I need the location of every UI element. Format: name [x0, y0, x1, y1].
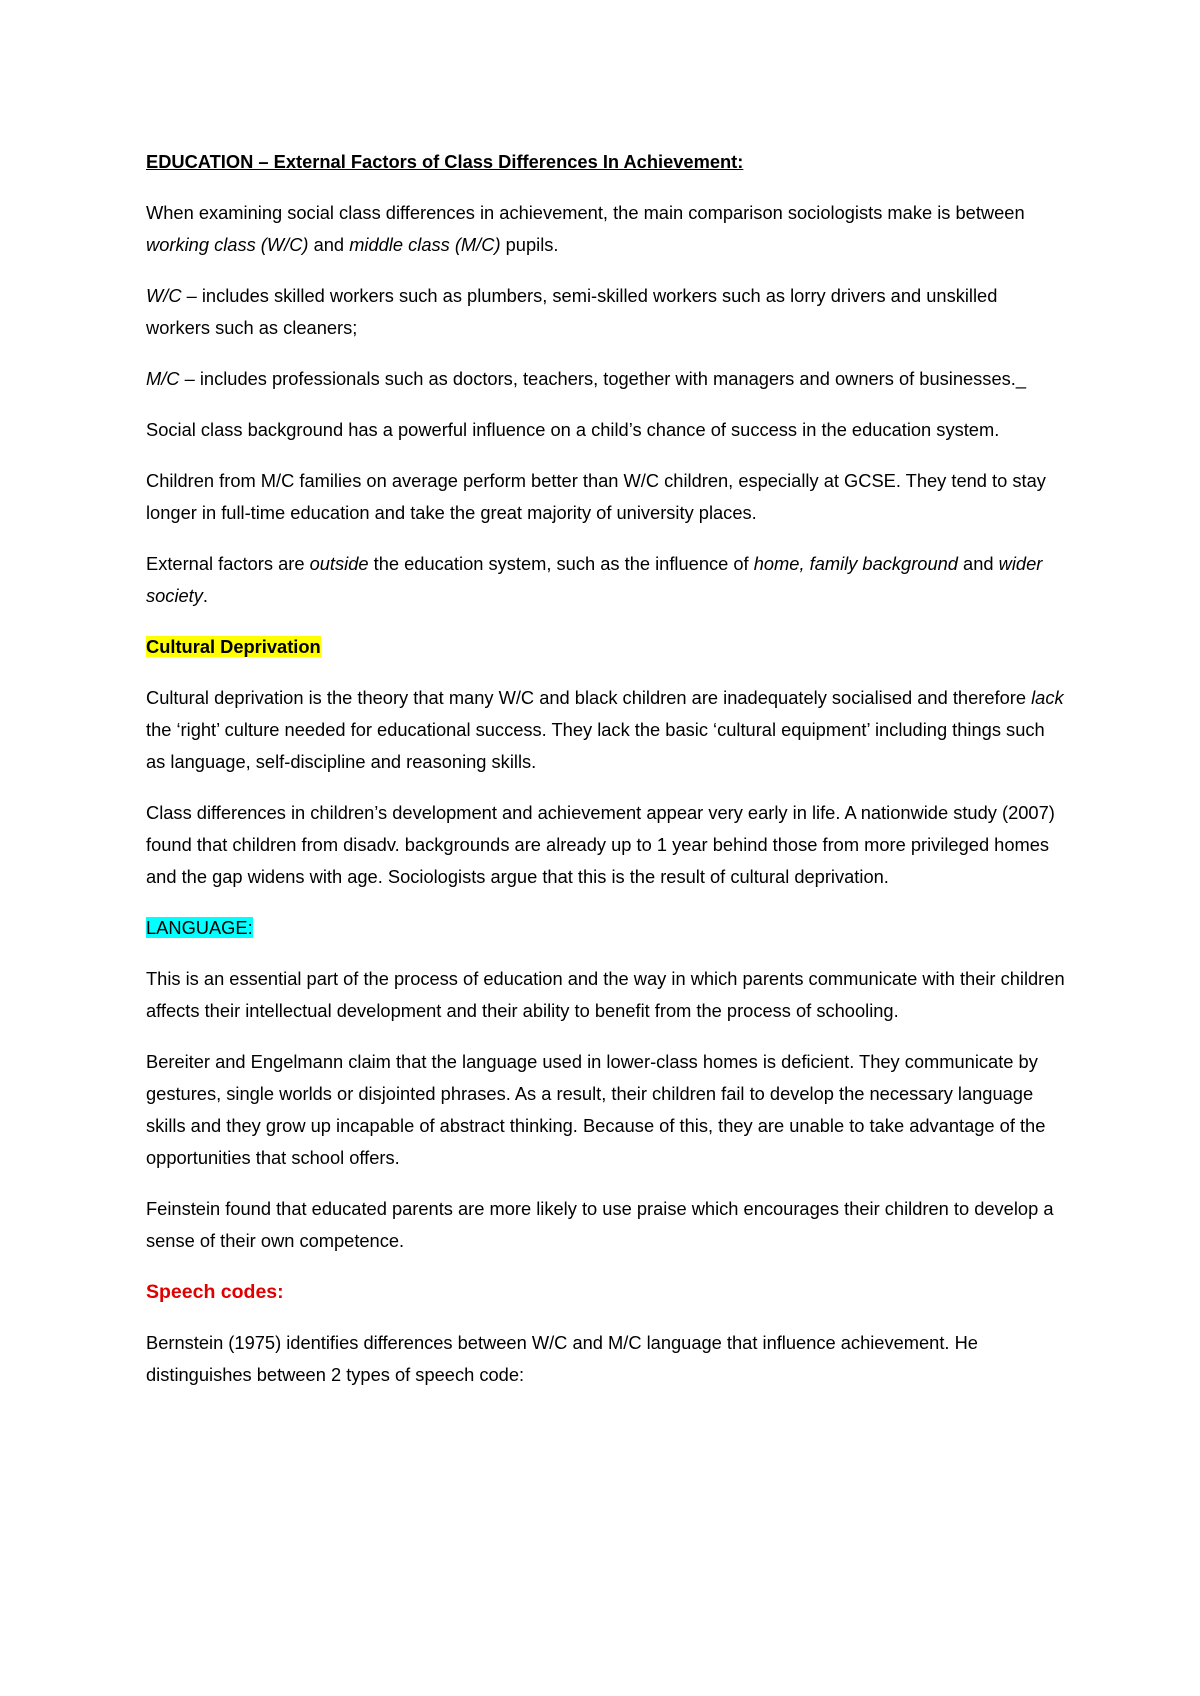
intro-paragraph [146, 197, 1066, 261]
intro-text-start: When examining social class differences in achievement, the main comparison sociologists make is between [146, 202, 1025, 223]
cultural-deprivation-heading-line [146, 631, 1066, 663]
intro-text-end: pupils. [500, 234, 559, 255]
middle-class-term: middle class (M/C) [349, 234, 501, 255]
external-home: home [753, 553, 800, 574]
page-title: EDUCATION – External Factors of Class Differences In Achievement: [146, 151, 744, 172]
language-heading: LANGUAGE: [146, 917, 253, 938]
mc-definition-text: – includes professionals such as doctors, teachers, together with managers and owners of businesses._ [179, 368, 1026, 389]
bernstein-paragraph: Bernstein (1975) identifies differences between W/C and M/C language that influence achievement. He distinguishes between 2 types of speech code: [146, 1332, 978, 1385]
intro-text-and: and [308, 234, 350, 255]
speech-codes-heading: Speech codes: [146, 1281, 284, 1303]
language-heading-line [146, 912, 1066, 944]
bereiter-paragraph: Bereiter and Engelmann claim that the language used in lower-class homes is deficient. They communicate by gestures, single worlds or disjointed phrases. As a result, their children fail to develop the necessary language skills and they grow up incapable of abstract thinking. Because of this, they are unable to take advantage of the opportunities that school offers. [146, 1051, 1046, 1168]
external-wider-society: wider society [146, 553, 1043, 606]
children-paragraph: Children from M/C families on average perform better than W/C children, especially at GCSE. They tend to stay longer in full-time education and take the great majority of university places. [146, 470, 1046, 523]
cultural-deprivation-paragraph [146, 682, 1066, 778]
language-paragraph: This is an essential part of the process of education and the way in which parents communicate with their children affects their intellectual development and their ability to benefit from the process of schooling. [146, 968, 1065, 1021]
cultural-text-c: the ‘right’ culture needed for educational success. They lack the basic ‘cultural equipment’ including things such as language, self-discipline and reasoning skills. [146, 719, 1045, 772]
external-text-and: and [957, 553, 999, 574]
external-text-c: the education system, such as the influence of [368, 553, 754, 574]
cultural-lack: lack [1031, 687, 1064, 708]
external-period: . [202, 585, 208, 606]
wc-definition-text: – includes skilled workers such as plumbers, semi-skilled workers such as lorry drivers and unskilled workers such as cleaners; [146, 285, 998, 338]
external-family-background: family background [809, 553, 958, 574]
class-differences-paragraph: Class differences in children’s development and achievement appear very early in life. A nationwide study (2007) found that children from disadv. backgrounds are already up to 1 year behind those from more privileged homes and the gap widens with age. Sociologists argue that this is the result of cultural deprivation. [146, 802, 1055, 887]
external-comma: , [799, 553, 810, 574]
mc-label: M/C [146, 368, 180, 389]
external-factors-paragraph [146, 548, 1066, 612]
cultural-text-a: Cultural deprivation is the theory that many W/C and black children are inadequately socialised and therefore [146, 687, 1032, 708]
mc-definition [146, 363, 1066, 395]
cultural-deprivation-heading: Cultural Deprivation [146, 636, 321, 657]
external-outside: outside [309, 553, 369, 574]
feinstein-paragraph: Feinstein found that educated parents are more likely to use praise which encourages their children to develop a sense of their own competence. [146, 1198, 1054, 1251]
wc-label: W/C [146, 285, 182, 306]
external-text-a: External factors are [146, 553, 310, 574]
document-body [146, 146, 1066, 1410]
working-class-term: working class (W/C) [146, 234, 309, 255]
wc-definition [146, 280, 1066, 344]
background-paragraph: Social class background has a powerful influence on a child’s chance of success in the education system. [146, 419, 1000, 440]
